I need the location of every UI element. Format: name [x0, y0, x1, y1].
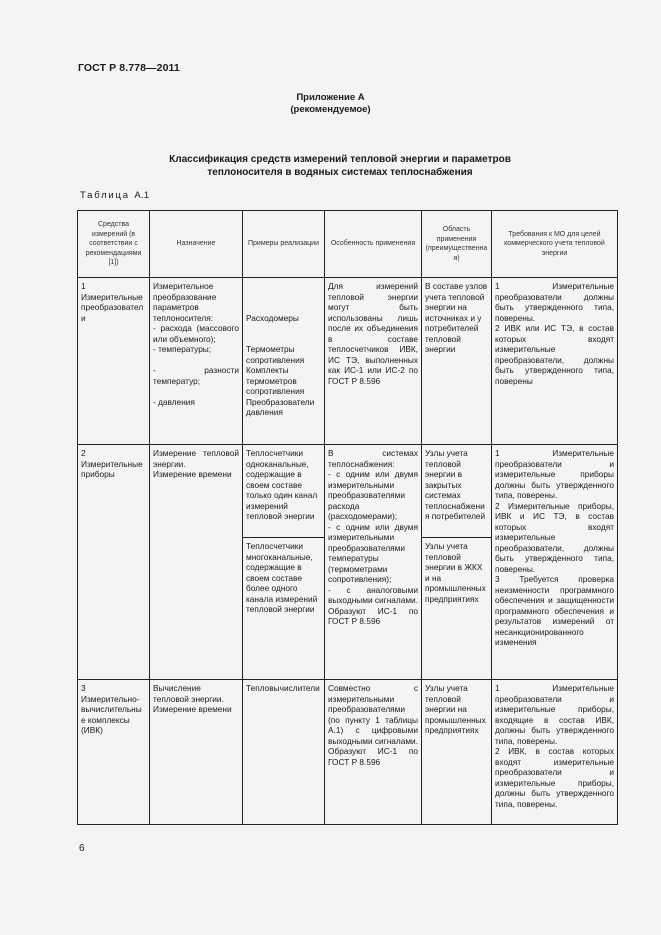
cell-scope-closed-systems: Узлы учета тепловой энергии в закрытых системах теплоснабжения потребителей — [422, 445, 492, 538]
cell-scope: Узлы учета тепловой энергии на промышленных предприятиях — [422, 680, 492, 825]
document-id: ГОСТ Р 8.778—2011 — [78, 62, 180, 74]
appendix-heading — [0, 92, 661, 116]
table-row — [78, 445, 618, 538]
cell-examples: Тепловычислители — [243, 680, 325, 825]
cell-instrument: 2 Измерительные приборы — [78, 445, 150, 680]
table-label-number: А.1 — [134, 190, 150, 201]
section-title-line2: теплоносителя в водяных системах теплоснабжения — [207, 167, 473, 178]
cell-instrument: 3 Измерительно-вычислительные комплексы (ИВК) — [78, 680, 150, 825]
page-number: 6 — [79, 843, 85, 854]
section-title — [110, 153, 570, 179]
classification-table — [77, 210, 618, 825]
cell-features: Для измерений тепловой энергии могут быть использованы лишь после их объединения в составе теплосчетчиков ИВК, ИС ТЭ, выполненных как ИС-1 или ИС-2 по ГОСТ Р 8.596 — [325, 278, 422, 445]
header-purpose: Назначение — [150, 211, 243, 278]
table-row — [78, 278, 618, 445]
header-features: Особенность применения — [325, 211, 422, 278]
header-scope: Область применения (преимущественная) — [422, 211, 492, 278]
cell-scope-housing: Узлы учета тепловой энергии в ЖКХ и на промышленных предприятиях — [422, 538, 492, 680]
cell-purpose: Вычисление тепловой энергии. Измерение времени — [150, 680, 243, 825]
table-header-row — [78, 211, 618, 278]
cell-features: В системах теплоснабжения: - с одним или двумя измерительными преобразователями расхода (расходомерами); - с одним или двумя измерительными преобразователями температуры (термометрами сопротивления); - с аналоговыми выходными сигналами. Образуют ИС-1 по ГОСТ Р 8.596 — [325, 445, 422, 680]
cell-requirements: 1 Измерительные преобразователи и измерительные приборы должны быть утвержденного типа, поверены. 2 Измерительные приборы, ИВК и ИС ТЭ, в состав которых входят измерительные преобразователи, должны быть утвержденного типа, поверены. 3 Требуется проверка неизменности программного обеспечения и защищенности программного обеспечения и результатов измерений от несанкционированного изменения — [492, 445, 618, 680]
header-instruments: Средства измерений (в соответствии с рекомендациями [1]) — [78, 211, 150, 278]
cell-purpose: Измерение тепловой энергии. Измерение времени — [150, 445, 243, 680]
header-requirements: Требования к МО для целей коммерческого учета тепловой энергии — [492, 211, 618, 278]
cell-requirements: 1 Измерительные преобразователи должны быть утвержденного типа, поверены. 2 ИВК или ИС ТЭ, в состав которых входят измерительные преобразователи, должны быть утвержденного типа, поверены — [492, 278, 618, 445]
appendix-title: Приложение А — [296, 92, 365, 103]
header-examples: Примеры реализации — [243, 211, 325, 278]
cell-instrument: 1 Измерительные преобразователи — [78, 278, 150, 445]
cell-features: Совместно с измерительными преобразователями (по пункту 1 таблицы А.1) с цифровыми выходными сигналами. Образуют ИС-1 по ГОСТ Р 8.596 — [325, 680, 422, 825]
cell-examples-single-channel: Теплосчетчики одноканальные, содержащие в своем составе только один канал измерений тепловой энергии — [243, 445, 325, 538]
cell-requirements: 1 Измерительные преобразователи и измерительные приборы, входящие в состав ИВК, должны быть утвержденного типа, поверены. 2 ИВК, в состав которых входят измерительные преобразователи и измерительные приборы, должны быть утвержденного типа, поверены. — [492, 680, 618, 825]
table-label — [80, 190, 149, 201]
table-label-word: Таблица — [80, 190, 130, 201]
cell-purpose: Измерительное преобразование параметров теплоносителя: - расхода (массового или объемного); - температуры; - разности температур; - давления — [150, 278, 243, 445]
cell-scope: В составе узлов учета тепловой энергии на источниках и у потребителей тепловой энергии — [422, 278, 492, 445]
cell-examples: Расходомеры Термометры сопротивления Комплекты термометров сопротивления Преобразователи давления — [243, 278, 325, 445]
table-row — [78, 680, 618, 825]
appendix-status: (рекомендуемое) — [290, 104, 371, 115]
cell-examples-multi-channel: Теплосчетчики многоканальные, содержащие в своем составе более одного канала измерений тепловой энергии — [243, 538, 325, 680]
section-title-line1: Классификация средств измерений тепловой энергии и параметров — [169, 154, 511, 165]
